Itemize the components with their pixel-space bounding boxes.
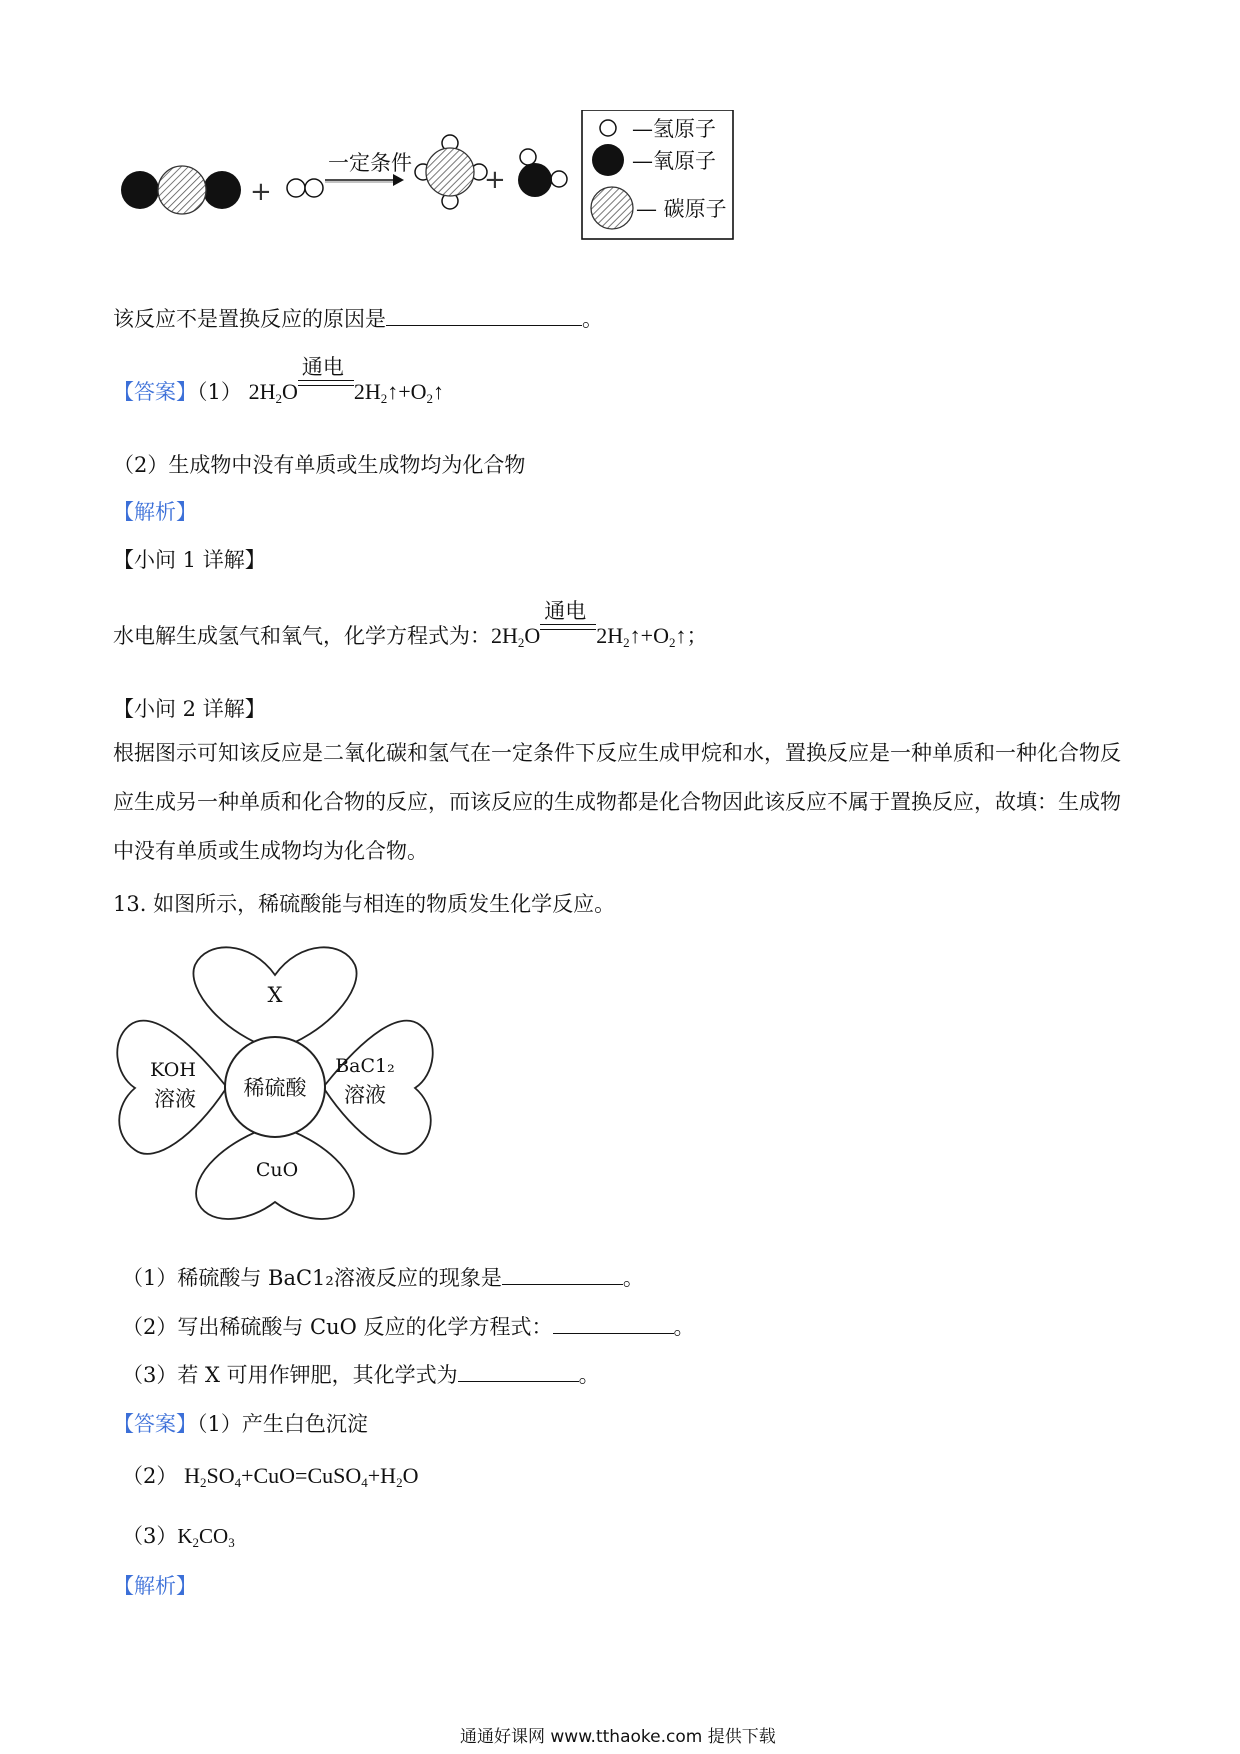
q12-question-text: 该反应不是置换反应的原因是: [113, 307, 386, 331]
eq-cond-text: 通电: [301, 355, 344, 379]
eq-sub: 4: [361, 1475, 368, 1490]
eq-sub: 3: [228, 1535, 235, 1550]
q13-question-3: [122, 1359, 600, 1389]
flower-top-label: X: [267, 983, 283, 1007]
eq-sub: 2: [623, 635, 630, 650]
q13-q3-text: （3）若 X 可用作钾肥，其化学式为: [122, 1363, 458, 1387]
q13-a2-equation: [184, 1463, 418, 1488]
q13-answer-2: [122, 1460, 418, 1490]
eq-sub: 2: [380, 391, 388, 406]
plus-sign-1: +: [250, 177, 272, 207]
eq-part: +H: [367, 1463, 397, 1488]
answer-tag: 【答案】: [113, 1412, 197, 1436]
reaction-arrow-icon: [325, 178, 400, 182]
eq-lhs-tail: O: [524, 623, 541, 648]
subquestion-2-title: 【小问 2 详解】: [113, 697, 266, 721]
eq-arrow: ↑: [675, 623, 687, 648]
eq-condition: [298, 355, 354, 399]
legend-oxygen: —氧原子: [632, 149, 716, 173]
q13-q1-text: （1）稀硫酸与 BaC1₂溶液反应的现象是: [122, 1266, 502, 1290]
eq-rhs: 2H: [353, 379, 381, 404]
subquestion-2-text: 根据图示可知该反应是二氧化碳和氢气在一定条件下反应生成甲烷和水，置换反应是一种单质和一种化合物反应生成另一种单质和化合物的反应，而该反应的生成物都是化合物因此该反应不属于置换反应，故填：生成物中没有单质或生成物均为化合物。: [113, 741, 1121, 863]
eq-rhs-tail: ↑+O: [629, 623, 669, 648]
q12-blank-line: [113, 303, 603, 333]
legend-carbon: — 碳原子: [636, 197, 727, 221]
period: 。: [578, 1363, 600, 1387]
q12-answer-1: [113, 355, 445, 406]
q13-analysis-tag: 【解析】: [113, 1574, 197, 1598]
q13-question-2: [122, 1311, 695, 1341]
q12-answer-2: （2）生成物中没有单质或生成物均为化合物: [113, 453, 526, 477]
eq-lhs: 2H: [248, 379, 276, 404]
q13-a2-num: （2）: [122, 1464, 178, 1488]
q13-answer-1: [113, 1408, 368, 1438]
eq-sub: 2: [396, 1475, 403, 1490]
eq-sub: 2: [199, 1475, 207, 1490]
period: 。: [582, 307, 603, 331]
eq-sub: 2: [192, 1535, 200, 1550]
eq-condition: [540, 599, 596, 643]
ch4-molecule: [415, 135, 487, 209]
arrow-head-icon: [393, 174, 404, 186]
analysis-tag: 【解析】: [113, 500, 197, 524]
eq-sub: 2: [275, 391, 282, 406]
h2-molecule: [287, 179, 323, 197]
subquestion-1-text: [113, 599, 708, 650]
eq-sub: 2: [668, 635, 676, 650]
q13-q2-text: （2）写出稀硫酸与 CuO 反应的化学方程式：: [122, 1315, 553, 1339]
legend-oxygen-icon: [592, 144, 624, 176]
q13-q1-blank[interactable]: [502, 1266, 623, 1285]
eq-sub: 4: [234, 1475, 242, 1490]
legend-carbon-icon: [591, 187, 633, 229]
q13-question-1: [122, 1262, 644, 1292]
q13-q2-blank[interactable]: [553, 1315, 674, 1334]
eq-sub: 2: [426, 391, 434, 406]
eq-part: O: [402, 1463, 419, 1488]
plus-sign-2: +: [484, 165, 506, 195]
flower-center-label: 稀硫酸: [243, 1076, 307, 1100]
sub1-end: ；: [686, 624, 708, 648]
q13-a3-num: （3）: [122, 1524, 178, 1548]
reaction-diagram: [110, 110, 830, 270]
eq-part: CO: [199, 1524, 229, 1548]
eq-part: +CuO=CuSO: [241, 1463, 362, 1488]
eq-lhs: 2H: [491, 623, 518, 648]
eq-part: K: [177, 1524, 193, 1548]
flower-diagram: [115, 940, 435, 1230]
flower-left-label-2: 溶液: [154, 1087, 196, 1111]
period: 。: [673, 1315, 695, 1339]
subquestion-1-title: 【小问 1 详解】: [113, 548, 266, 572]
q13-answer-3: [122, 1520, 235, 1550]
q12-answer-blank[interactable]: [386, 307, 582, 326]
eq-lhs-tail: O: [281, 379, 298, 404]
flower-left-label-1: KOH: [150, 1059, 196, 1081]
page-footer: 通通好课网 www.tthaoke.com 提供下载: [460, 1727, 776, 1747]
sub1-text: 水电解生成氢气和氧气，化学方程式为：: [113, 624, 491, 648]
q13-a3-formula: [177, 1524, 234, 1548]
flower-right-label-2: 溶液: [344, 1083, 386, 1107]
legend-box: [582, 110, 733, 239]
eq-part: H: [184, 1463, 200, 1488]
eq-rhs-tail: ↑+O: [387, 379, 427, 404]
eq-cond-text: 通电: [544, 599, 587, 623]
eq-sub: 2: [517, 635, 525, 650]
co2-molecule: [121, 166, 241, 214]
equation-1: [248, 355, 445, 406]
q13-title: 13. 如图所示，稀硫酸能与相连的物质发生化学反应。: [113, 892, 616, 916]
legend-hydrogen: —氢原子: [632, 117, 716, 141]
q13-a1-text: （1）产生白色沉淀: [197, 1412, 368, 1436]
answer-num: （1）: [197, 380, 242, 404]
equation-2: [491, 599, 687, 650]
period: 。: [622, 1266, 644, 1290]
legend-hydrogen-icon: [600, 120, 616, 136]
reaction-condition: 一定条件: [328, 151, 412, 175]
eq-part: SO: [206, 1463, 235, 1488]
answer-tag: 【答案】: [113, 380, 197, 404]
eq-arrow: ↑: [433, 379, 445, 404]
h2o-molecule: [518, 149, 567, 197]
flower-right-label-1: BaC1₂: [335, 1055, 395, 1077]
q13-q3-blank[interactable]: [458, 1363, 579, 1382]
eq-rhs: 2H: [596, 623, 624, 648]
flower-bottom-label: CuO: [255, 1159, 299, 1181]
